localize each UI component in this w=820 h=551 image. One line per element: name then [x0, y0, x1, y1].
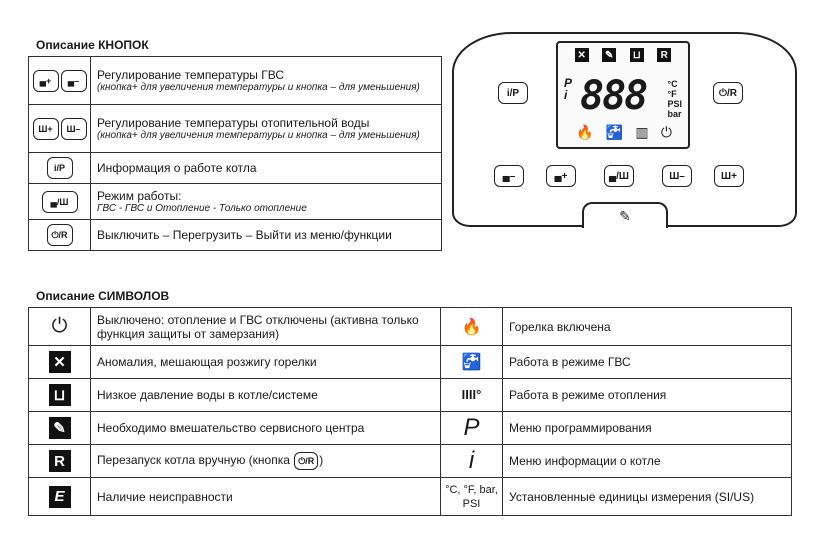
info-key: i/P: [47, 157, 73, 179]
row-label: Регулирование температуры отопительной воды: [97, 115, 370, 130]
table-row: ⏻ Выключено: отопление и ГВС отключены (активна только функция защиты от замерзания) 🔥 Горелка включена: [29, 308, 792, 346]
lcd-display: [556, 41, 690, 149]
error-icon: E: [49, 486, 71, 508]
radiator-icon: ▥: [635, 124, 649, 140]
heating-minus-key: Ш–: [61, 118, 87, 140]
table-row: [29, 57, 442, 105]
row-label: Регулирование температуры ГВС: [97, 67, 285, 82]
wrench-icon: ✎: [602, 48, 616, 62]
flame-icon: 🔥: [461, 318, 482, 336]
program-icon: P: [463, 414, 480, 441]
row-sublabel: (кнопка+ для увеличения температуры и кнопка – для уменьшения): [97, 129, 420, 141]
row-label: Информация о работе котла: [97, 161, 257, 175]
lcd-side-letters: P i: [564, 76, 572, 102]
mode-key: ▄/Ш: [42, 191, 78, 213]
heating-plus-button[interactable]: Ш+: [714, 165, 744, 187]
reset-icon: R: [49, 450, 71, 472]
table-row: R Перезапуск котла вручную (кнопка ⏻/R ) i Меню информации о котле: [29, 445, 792, 478]
info-button[interactable]: i/P: [498, 82, 528, 104]
dhw-minus-key: ▄–: [61, 70, 87, 92]
ignition-fault-icon: ✕: [575, 48, 589, 62]
heating-plus-key: Ш+: [33, 118, 59, 140]
boiler-control-panel: [452, 32, 797, 227]
row-sublabel: (кнопка+ для увеличения температуры и кнопка – для уменьшения): [97, 81, 420, 93]
power-icon: ⏻: [660, 124, 672, 140]
dhw-plus-button[interactable]: ▄+: [546, 165, 576, 187]
units-icon: °C, °F, bar, PSI: [445, 483, 498, 510]
power-reset-button[interactable]: ⏻/R: [713, 82, 743, 104]
table-row: ✕ Аномалия, мешающая розжигу горелки 🚰 Работа в режиме ГВС: [29, 346, 792, 379]
dhw-minus-button[interactable]: ▄–: [494, 165, 524, 187]
buttons-section-title: Описание КНОПОК: [36, 38, 149, 52]
power-reset-key: ⏻/R: [47, 224, 73, 246]
reset-icon: R: [657, 48, 671, 62]
flame-icon: 🔥: [576, 124, 594, 140]
low-pressure-icon: ⊔: [49, 384, 71, 406]
row-label: Выключить – Перегрузить – Выйти из меню/функции: [97, 228, 392, 242]
heating-minus-button[interactable]: Ш–: [662, 165, 692, 187]
radiator-icon: IIII°: [461, 387, 482, 402]
symbols-section-title: Описание СИМВОЛОВ: [36, 289, 170, 303]
wrench-icon: ✎: [49, 417, 71, 439]
dhw-plus-key: ▄+: [33, 70, 59, 92]
tap-icon: 🚰: [605, 124, 624, 140]
table-row: E Наличие неисправности °C, °F, bar, PSI Установленные единицы измерения (SI/US): [29, 478, 792, 516]
info-icon: i: [468, 447, 475, 474]
row-label: Режим работы:: [97, 188, 182, 203]
table-row: [29, 153, 442, 184]
symbols-table: [28, 307, 792, 516]
service-tab-wrench-icon: ✎: [582, 202, 668, 228]
table-row: [29, 184, 442, 220]
tap-icon: 🚰: [461, 354, 482, 371]
mode-button[interactable]: ▄/Ш: [604, 165, 634, 187]
low-pressure-icon: ⊔: [630, 48, 644, 62]
power-reset-key: ⏻/R: [294, 452, 318, 470]
table-row: [29, 220, 442, 251]
row-sublabel: ГВС - ГВС и Отопление - Только отопление: [97, 202, 307, 214]
ignition-fault-icon: ✕: [49, 351, 71, 373]
lcd-units: °C °F PSI bar: [667, 79, 682, 119]
power-icon: ⏻: [51, 315, 68, 337]
table-row: [29, 105, 442, 153]
lcd-digits: 888: [580, 73, 647, 119]
table-row: ⊔ Низкое давление воды в котле/системе IIII° Работа в режиме отопления: [29, 379, 792, 412]
table-row: ✎ Необходимо вмешательство сервисного центра P Меню программирования: [29, 412, 792, 445]
buttons-table: [28, 56, 442, 251]
